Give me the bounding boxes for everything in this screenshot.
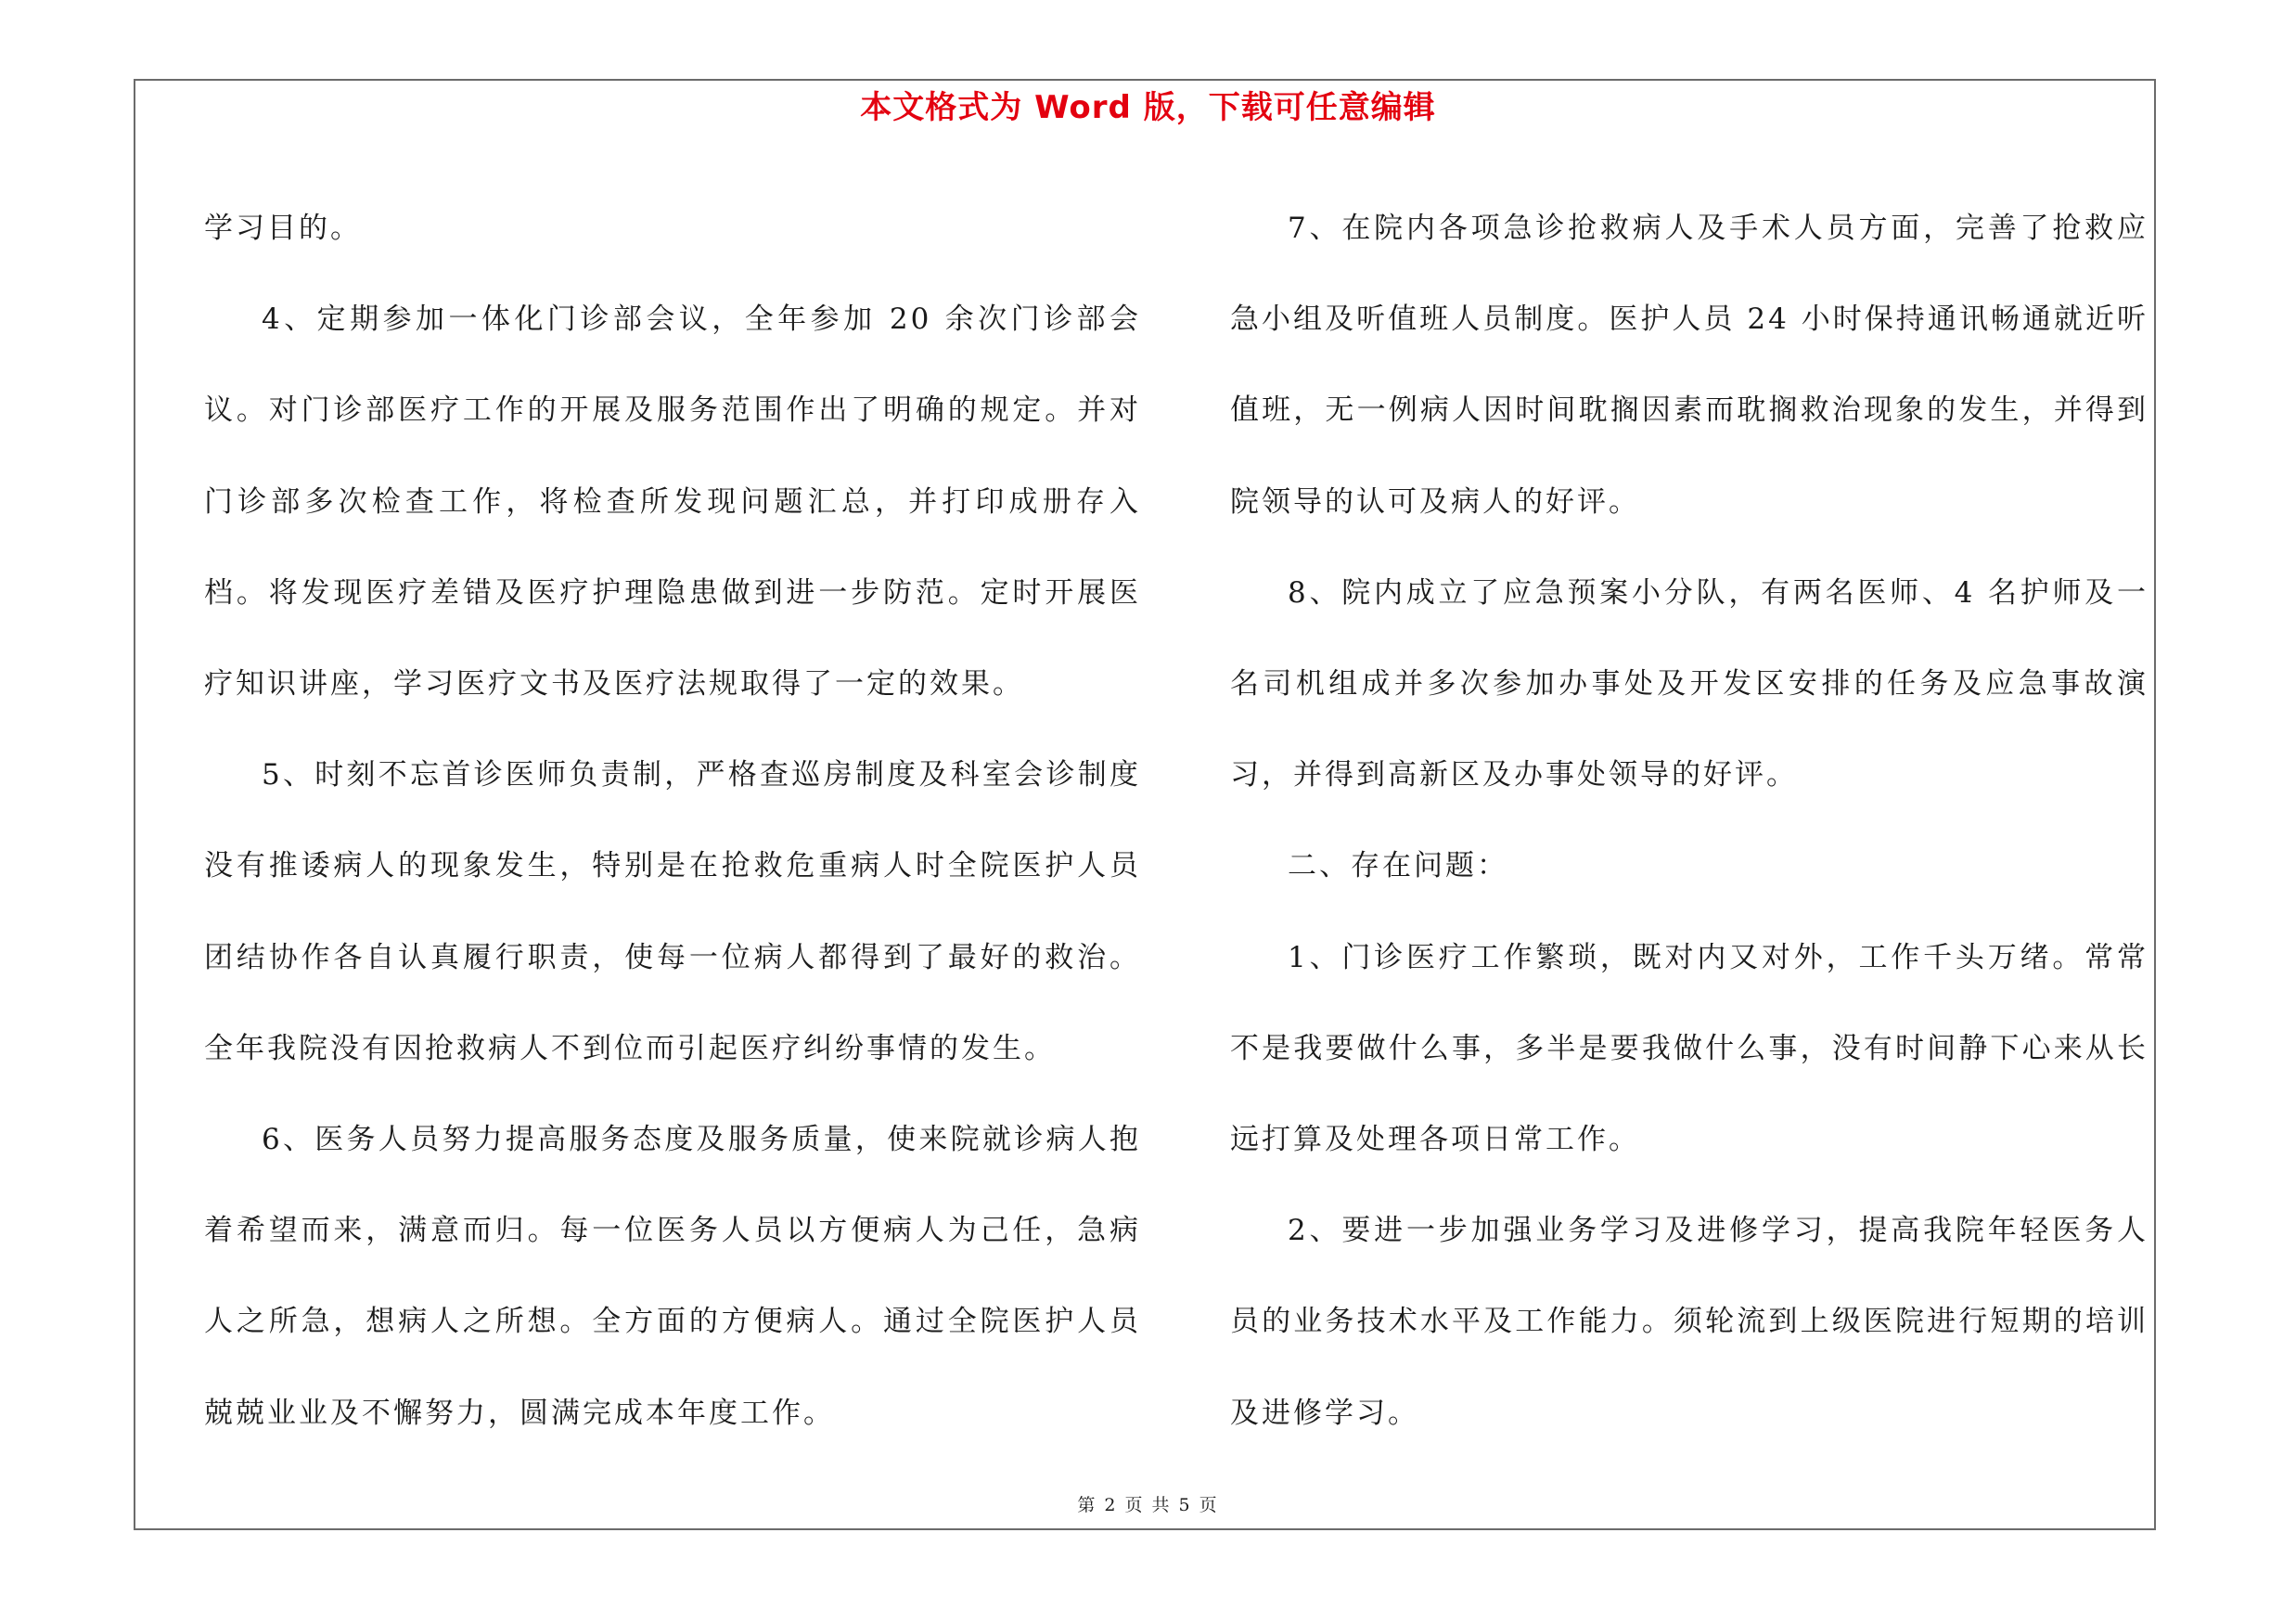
paragraph-problem-2: 2、要进一步加强业务学习及进修学习，提高我院年轻医务人员的业务技术水平及工作能力。须轮流到上级医院进行短期的培训及进修学习。 [1230,1214,2148,1430]
paragraph-item-8: 8、院内成立了应急预案小分队，有两名医师、4 名护师及一名司机组成并多次参加办事处及开发区安排的任务及应急事故演习，并得到高新区及办事处领导的好评。 [1230,575,2148,792]
paragraph-problem-1: 1、门诊医疗工作繁琐，既对内又对外，工作千头万绪。常常不是我要做什么事，多半是要我做什么事，没有时间静下心来从长远打算及处理各项日常工作。 [1230,940,2148,1157]
paragraph-item-4: 4、定期参加一体化门诊部会议，全年参加 20 余次门诊部会议。对门诊部医疗工作的开展及服务范围作出了明确的规定。并对门诊部多次检查工作，将检查所发现问题汇总，并打印成册存入档。将发现医疗差错及医疗护理隐患做到进一步防范。定时开展医疗知识讲座，学习医疗文书及医疗法规取得了一定的效果。 [204,303,1141,702]
section-heading-problems: 二、存在问题： [1288,849,1508,883]
paragraph-item-7: 7、在院内各项急诊抢救病人及手术人员方面，完善了抢救应急小组及听值班人员制度。医护人员 24 小时保持通讯畅通就近听值班，无一例病人因时间耽搁因素而耽搁救治现象的发生，并得到院领导的认可及病人的好评。 [1230,212,2148,519]
left-column [204,183,1141,1459]
page-number-footer: 第 2 页 共 5 页 [1077,1495,1219,1515]
paragraph-item-6: 6、医务人员努力提高服务态度及服务质量，使来院就诊病人抱着希望而来，满意而归。每一位医务人员以方便病人为己任，急病人之所急，想病人之所想。全方面的方便病人。通过全院医护人员兢兢业业及不懈努力，圆满完成本年度工作。 [204,1123,1141,1430]
paragraph-item-5: 5、时刻不忘首诊医师负责制，严格查巡房制度及科室会诊制度没有推诿病人的现象发生，特别是在抢救危重病人时全院医护人员团结协作各自认真履行职责，使每一位病人都得到了最好的救治。全年我院没有因抢救病人不到位而引起医疗纠纷事情的发生。 [204,758,1141,1065]
right-column [1230,183,2148,1459]
paragraph-continuation: 学习目的。 [204,212,362,245]
word-format-banner: 本文格式为 Word 版，下载可任意编辑 [860,89,1436,126]
